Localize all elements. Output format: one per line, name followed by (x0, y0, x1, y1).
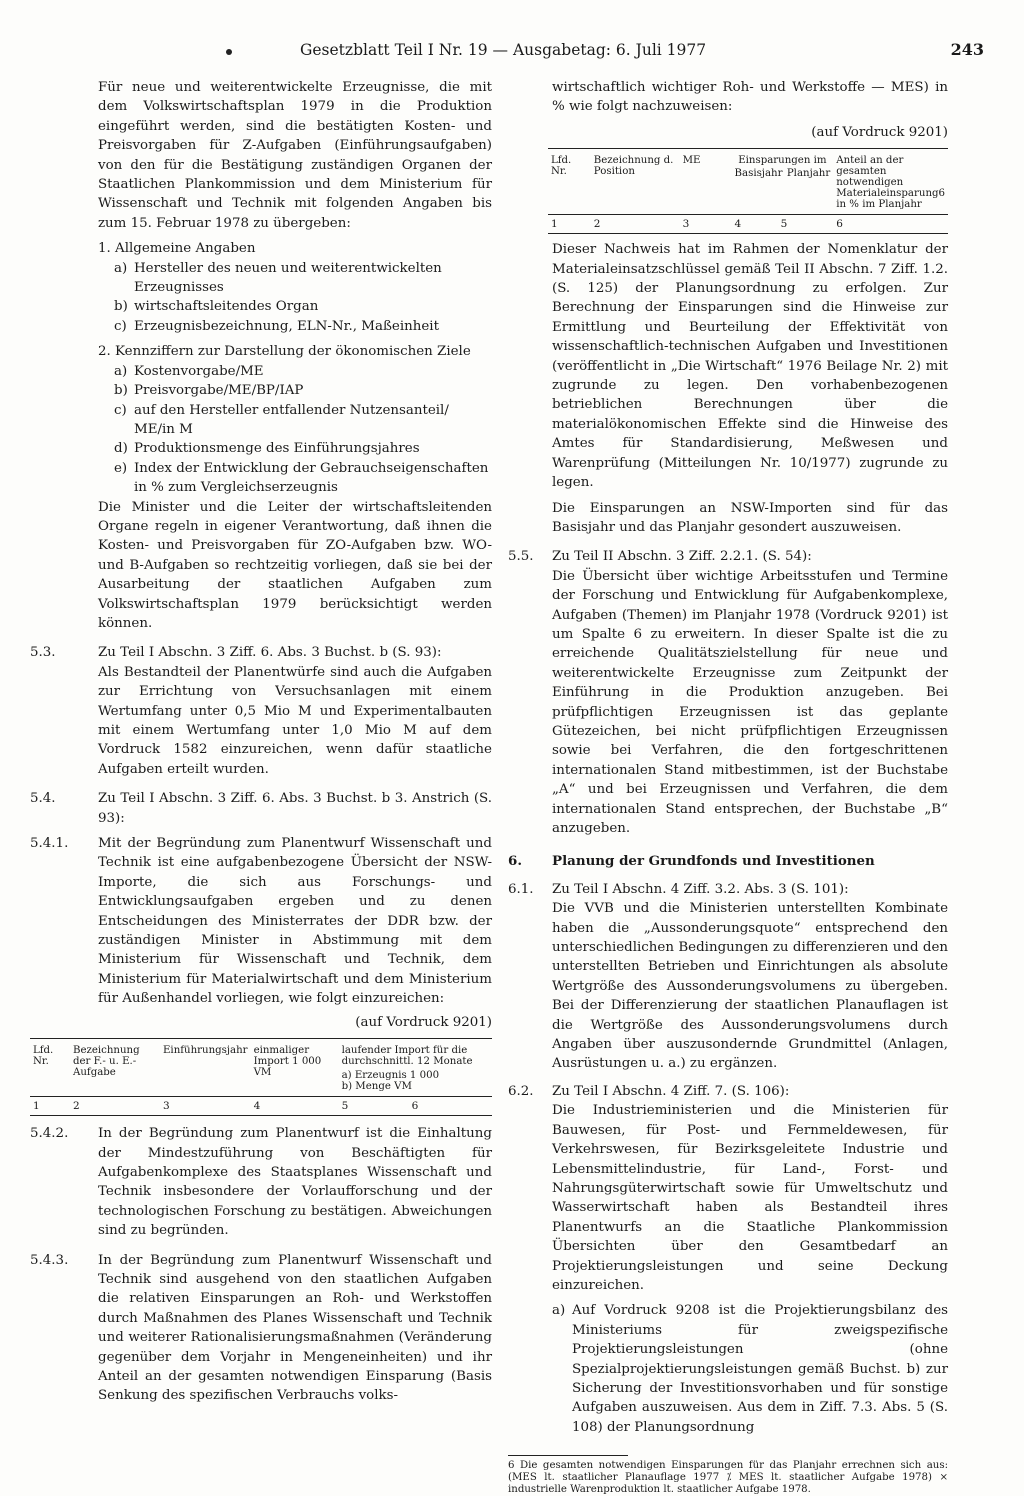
list-item: b) wirtschaftsleitendes Organ (114, 299, 319, 315)
section-5-3-text: Als Bestandteil der Planentwürfe sind auch die Aufgaben zur Errichtung von Versuchsanlagen mit einem Wertumfang unter 0,5 Mio M und Experimentalbauten mit einem Wertumfang unter 1,0 Mio M auf dem Vordruck 1582 einzureichen, wenn dafür staatliche Aufgaben erteilt wurden. (98, 664, 492, 777)
left-column (30, 78, 492, 1406)
page-number: 243 (950, 40, 984, 59)
column-number: 2 (70, 1097, 160, 1116)
column-number: 3 (160, 1097, 251, 1116)
table-header-sub: Basisjahr (734, 168, 783, 180)
section-5-5-text: Die Übersicht über wichtige Arbeitsstufen und Termine der Forschung und Entwicklung für Aufgabenkomplexe, Aufgaben (Themen) im Planjahr 1978 (Vordruck 9201) ist um Spalte 6 zu erweitern. In dieser Spalte ist die zu erreichende Qualitätszielstellung für neue und weiterentwickelte Erzeugnisse zum Zeitpunkt der Einführung in die Produktion anzugeben. Bei prüfpflichtigen Erzeugnissen ist das geplante Gütezeichen, bei nicht prüfpflichtigen Erzeugnissen sowie bei Verfahren, die den fortgeschrittenen internationalen Stand mitbestimmen, ist der Buchstabe „A“ und bei Erzeugnissen und Verfahren, die dem internationalen Stand entsprechen, der Buchstabe „B“ anzugeben. (552, 568, 948, 836)
table-header-cell: Lfd. Nr. (30, 1039, 70, 1097)
list-item: a) Kostenvorgabe/ME (114, 363, 264, 379)
nachweis-paragraph: Dieser Nachweis hat im Rahmen der Nomenklatur der Materialeinsatzschlüssel gemäß Teil II Abschn. 7 Ziff. 1.2. (S. 125) der Planungsordnung zu erfolgen. Zur Berechnung der Einsparungen sind die Hinweise zur Ermittlung und Beurteilung der Effektivität von wissenschaftlich-technischen Aufgaben und Investitionen (veröffentlicht in „Die Wirtschaft“ 1976 Beilage Nr. 2) mit zugrunde zu legen. Den vorhabenbezogenen betrieblichen Berechnungen über die materialökonomischen Effekte sind die Hinweise des Amtes für Standardisierung, Meßwesen und Warenprüfung (Mitteilungen Nr. 10/1977) zugrunde zu legen. (552, 242, 948, 491)
list-item: c) Erzeugnisbezeichnung, ELN-Nr., Maßeinheit (114, 318, 439, 334)
list-item: c) auf den Hersteller entfallender Nutzensanteil/ ME/in M (114, 402, 449, 437)
section-6-2-text: Die Industrieministerien und die Ministerien für Bauwesen, für Post- und Fernmeldewesen, für Verkehrswesen, für Bezirksgeleitete Industrie und Lebensmittelindustrie, für Land-, Forst- und Nahrungsgüterwirtschaft sowie für Umweltschutz und Wasserwirtschaft haben als Bestandteil ihres Planentwurfs an die Staatliche Plankommission Übersichten über den Gesamtbedarf an Projektierungsleistungen und seine Deckung einzureichen. (552, 1103, 948, 1293)
section-6-1-heading: 6.1. Zu Teil I Abschn. 4 Ziff. 3.2. Abs. 3 (S. 101): (508, 881, 849, 897)
column-number: 3 (680, 215, 732, 234)
footnote: 6 Die gesamten notwendigen Einsparungen für das Planjahr errechnen sich aus: (MES lt. staatlicher Planauflage 1977 ⁒ MES lt. staatlicher Aufgabe 1978) ⨯ industrielle Warenproduktion lt. staatlicher Aufgabe 1978. (508, 1460, 948, 1496)
section-6-1-text: Die VVB und die Ministerien unterstellten Kombinate haben die „Aussonderungsquote“ entsprechend den unterschiedlichen Bedingungen zu differenzieren und den unterstellten Betrieben und Einrichtungen als absolute Wertgröße des Aussonderungsvolumens zu übergeben. Bei der Differenzierung der staatlichen Planauflagen ist die Wertgröße des Aussonderungsvolumens durch Angaben über auszusondernde Grundmittel (Anlagen, Ausrüstungen u. a.) zu ergänzen. (552, 901, 948, 1072)
section-5-4-heading: 5.4. Zu Teil I Abschn. 3 Ziff. 6. Abs. 3 Buchst. b 3. Anstrich (S. 93): (30, 791, 492, 826)
table-header-sub: Einsparungen im (738, 155, 827, 167)
nsw-paragraph: Die Einsparungen an NSW-Importen sind für das Basisjahr und das Planjahr gesondert auszuweisen. (552, 500, 948, 535)
table-header-cell: Bezeichnung d. Position (591, 149, 680, 215)
table-header-cell: Anteil an der gesamten notwendigen Materialeinsparung6 in % im Planjahr (833, 149, 948, 215)
table-header-sub: b) Menge VM (341, 1081, 412, 1093)
form-reference-note: (auf Vordruck 9201) (811, 124, 948, 140)
right-column (508, 78, 948, 1496)
section-5-4-2: 5.4.2. In der Begründung zum Planentwurf ist die Einhaltung der Mindestzuführung von Beschäftigten für Aufgabenkomplexe des Staatsplanes Wissenschaft und Technik insbesondere der Vorlaufforschung und der technologischen Forschung zu bestätigen. Abweichungen sind zu begründen. (30, 1126, 492, 1239)
section-6-heading: 6. Planung der Grundfonds und Investitionen (508, 853, 875, 870)
table-header-cell (339, 1039, 492, 1097)
section-5-4-1: 5.4.1. Mit der Begründung zum Planentwurf Wissenschaft und Technik ist eine aufgabenbezogene Übersicht der NSW-Importe, die sich aus Forschungs- und Entwicklungsaufgaben ergeben und zu denen Entscheidungen des Ministerrates der DDR bzw. der zuständigen Minister in Abstimmung mit dem Ministerium für Wissenschaft und Technik, dem Ministerium für Materialwirtschaft und dem Ministerium für Außenhandel vorliegen, wie folgt einzureichen: (30, 836, 492, 1007)
column-number: 6 (833, 215, 948, 234)
column-number: 4 (251, 1097, 339, 1116)
page-header (300, 40, 984, 59)
table-header-cell (732, 149, 834, 215)
table-header-sub: Planjahr (786, 168, 831, 180)
list-item: d) Produktionsmenge des Einführungsjahres (114, 441, 420, 457)
nsw-import-table (30, 1038, 492, 1116)
list1-title: 1. Allgemeine Angaben (98, 241, 256, 257)
continuation-text: wirtschaftlich wichtiger Roh- und Werkstoffe — MES) in % wie folgt nachzuweisen: (552, 80, 948, 115)
section-5-5-heading: 5.5. Zu Teil II Abschn. 3 Ziff. 2.2.1. (S. 54): (508, 549, 812, 565)
table-header-cell: Bezeichnung der F.- u. E.-Aufgabe (70, 1039, 160, 1097)
table-header-cell: Einführungsjahr (160, 1039, 251, 1097)
column-number: 1 (30, 1097, 70, 1116)
section-6-2-heading: 6.2. Zu Teil I Abschn. 4 Ziff. 7. (S. 106): (508, 1083, 790, 1099)
column-number: 1 (548, 215, 591, 234)
table-header-cell: einmaliger Import 1 000 VM (251, 1039, 339, 1097)
footnote-rule (508, 1455, 628, 1456)
intro-paragraph: Für neue und weiterentwickelte Erzeugnisse, die mit dem Volkswirtschaftsplan 1979 in die Produktion eingeführt werden, sind die bestätigten Kosten- und Preisvorgaben für Z-Aufgaben (Einführungsaufgaben) von den für die Bestätigung zuständigen Organen der Staatlichen Plankommission und dem Ministerium für Wissenschaft und Technik mit folgenden Angaben bis zum 15. Februar 1978 zu übergeben: (98, 80, 492, 231)
column-number-pair: 5 6 (339, 1097, 492, 1116)
minister-paragraph: Die Minister und die Leiter der wirtschaftsleitenden Organe regeln in eigener Verantwortung, daß ihnen die Kosten- und Preisvorgaben für ZO-Aufgaben bzw. WO- und B-Aufgaben so rechtzeitig vorliegen, daß sie bei der Ausarbeitung der staatlichen Aufgaben zum Volkswirtschaftsplan 1979 berücksichtigt werden können. (98, 499, 492, 631)
section-6-2-a: a) Auf Vordruck 9208 ist die Projektierungsbilanz des Ministeriums für zweigspezifische Projektierungsleistungen (ohne Spezialprojektierungsleistungen gemäß Buchst. b) zur Sicherung der Investitionsvorhaben und für sonstige Aufgaben auszuweisen. Aus dem in Ziff. 7.3. Abs. 5 (S. 108) der Planungsordnung (552, 1303, 948, 1435)
section-5-3-heading: 5.3. Zu Teil I Abschn. 3 Ziff. 6. Abs. 3 Buchst. b (S. 93): (30, 645, 442, 661)
header-title: Gesetzblatt Teil I Nr. 19 — Ausgabetag: 6. Juli 1977 (300, 41, 707, 59)
bullet-mark (226, 49, 232, 55)
section-5-4-3: 5.4.3. In der Begründung zum Planentwurf Wissenschaft und Technik sind ausgehend von den staatlichen Aufgaben die relativen Einsparungen an Roh- und Werkstoffen durch Maßnahmen des Planes Wissenschaft und Technik und weiterer Rationalisierungsmaßnahmen (Veränderung gegenüber dem Vorjahr in Mengeneinheiten) und ihr Anteil an der gesamten notwendigen Einsparung (Basis Senkung des spezifischen Verbrauchs volks- (30, 1252, 492, 1404)
list-item: a) Hersteller des neuen und weiterentwickelten Erzeugnisses (114, 260, 442, 296)
list2-title: 2. Kennziffern zur Darstellung der ökonomischen Ziele (98, 344, 471, 360)
material-savings-table (548, 148, 948, 234)
table-header-cell: ME (680, 149, 732, 215)
table-header-cell: Lfd. Nr. (548, 149, 591, 215)
table-header-sub: laufender Import für die durchschnittl. 12 Monate (341, 1045, 473, 1068)
column-number-pair: 4 5 (732, 215, 834, 234)
list-item: b) Preisvorgabe/ME/BP/IAP (114, 383, 304, 399)
table-header-sub: a) Erzeugnis 1 000 (341, 1070, 440, 1082)
column-number: 2 (591, 215, 680, 234)
form-reference-note: (auf Vordruck 9201) (355, 1014, 492, 1030)
list-item: e) Index der Entwicklung der Gebrauchseigenschaften in % zum Vergleichserzeugnis (114, 460, 489, 496)
